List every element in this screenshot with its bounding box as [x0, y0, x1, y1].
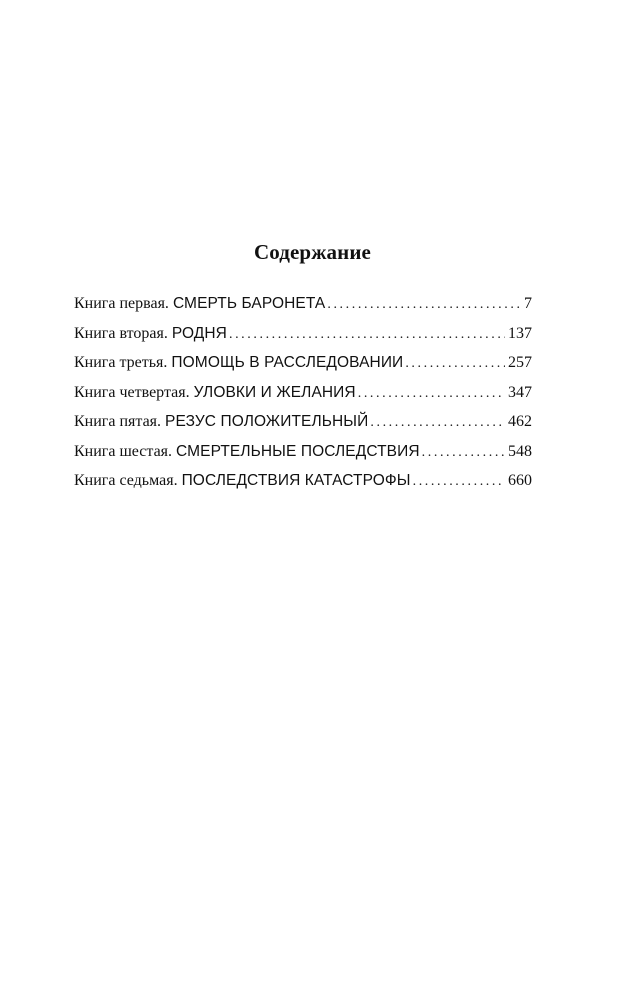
toc-book-label: Книга третья.: [74, 354, 168, 371]
toc-dot-leader: [327, 293, 521, 317]
toc-page-number: 7: [524, 295, 532, 312]
toc-dot-leader: [413, 470, 505, 494]
toc-part-title: РЕЗУС ПОЛОЖИТЕЛЬНЫЙ: [165, 413, 369, 430]
toc-entry: [74, 410, 532, 440]
toc-dot-leader: [229, 323, 505, 347]
toc-part-title: СМЕРТЕЛЬНЫЕ ПОСЛЕДСТВИЯ: [176, 442, 420, 460]
toc-book-label: Книга шестая.: [74, 442, 173, 460]
toc-entry: [74, 292, 532, 322]
page-title: Содержание: [254, 240, 371, 264]
toc-dot-leader: [370, 411, 505, 435]
toc-part-title: ПОСЛЕДСТВИЯ КАТАСТРОФЫ: [181, 472, 411, 489]
toc-page-number: 548: [508, 442, 532, 460]
toc-page-number: 347: [508, 383, 532, 401]
toc-page-number: 660: [508, 472, 532, 489]
toc-part-title: РОДНЯ: [171, 324, 227, 342]
toc-page-number: 137: [508, 324, 532, 342]
toc-part-title: СМЕРТЬ БАРОНЕТА: [172, 295, 326, 312]
toc-book-label: Книга первая.: [74, 295, 169, 312]
toc-book-label: Книга четвертая.: [74, 383, 190, 401]
toc-part-title: УЛОВКИ И ЖЕЛАНИЯ: [193, 383, 356, 401]
toc-part-title: ПОМОЩЬ В РАССЛЕДОВАНИИ: [171, 354, 404, 371]
toc-book-label: Книга седьмая.: [74, 472, 178, 489]
toc-page-number: 462: [508, 413, 532, 430]
toc-dot-leader: [358, 382, 505, 406]
toc-entry: [74, 351, 532, 381]
toc-entry: [74, 381, 532, 411]
toc-dot-leader: [422, 441, 505, 465]
toc-page-number: 257: [508, 354, 532, 371]
toc-entry: [74, 469, 532, 499]
toc-entry: [74, 440, 532, 470]
toc-book-label: Книга пятая.: [74, 413, 162, 430]
toc-book-label: Книга вторая.: [74, 324, 168, 342]
toc-dot-leader: [405, 352, 505, 376]
toc-entry: [74, 322, 532, 352]
table-of-contents: [74, 292, 532, 499]
